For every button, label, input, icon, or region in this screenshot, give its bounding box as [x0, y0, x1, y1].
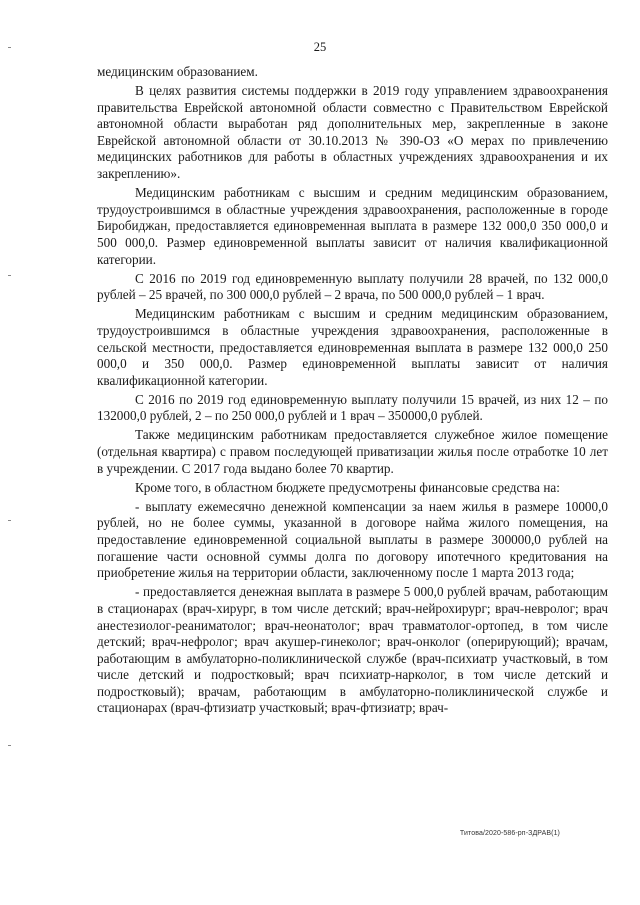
paragraph: - предоставляется денежная выплата в размере 5 000,0 рублей врачам, работающим в стационарах (врач-хирург, в том числе детский; врач-нейрохирург; врач-невролог; врач анестезиолог-реаниматолог; врач-неонатолог; врач травматолог-ортопед, в том числе детский; врач-нефролог; врач акушер-гинеколог; врач-онколог (оперирующий); врачам, работающим в амбулаторно-поликлинической службе (врач-психиатр участковый, в том числе детский и подростковый; врач психиатр-нарколог, в том числе детский и подростковый); врачам, работающим в амбулаторно-поликлинической службе и стационарах (врач-фтизиатр участковый; врач-фтизиатр; врач- [97, 584, 608, 716]
document-body [97, 64, 608, 717]
paragraph: В целях развития системы поддержки в 2019 году управлением здравоохранения правительства Еврейской автономной области совместно с Правительством Еврейской автономной области выработан ряд дополнительных мер, закрепленные в законе Еврейской автономной области от 30.10.2013 № 390-ОЗ «О мерах по привлечению медицинских работников для работы в областных учреждениях здравоохранения и их закреплению». [97, 83, 608, 182]
paragraph: Медицинским работникам с высшим и средним медицинским образованием, трудоустроившимся в областные учреждения здравоохранения, расположенные в городе Биробиджан, предоставляется единовременная выплата в размере 132 000,0 350 000,0 и 500 000,0. Размер единовременной выплаты зависит от наличия квалификационной категории. [97, 185, 608, 267]
document-reference-code: Титова/2020-586-рп-ЗДРАВ(1) [459, 830, 560, 837]
paragraph: Медицинским работникам с высшим и средним медицинским образованием, трудоустроившимся в областные учреждения здравоохранения, расположенные в сельской местности, предоставляется единовременная выплата в размере 132 000,0 250 000,0 и 350 000,0. Размер единовременной выплаты зависит от наличия квалификационной категории. [97, 306, 608, 388]
page-number: 25 [313, 40, 327, 54]
scan-margin-mark [8, 275, 11, 276]
scan-margin-mark [8, 745, 11, 746]
scan-margin-mark [8, 520, 11, 521]
paragraph: С 2016 по 2019 год единовременную выплату получили 28 врачей, по 132 000,0 рублей – 25 врачей, по 300 000,0 рублей – 2 врача, по 500 000,0 рублей – 1 врач. [97, 270, 608, 303]
paragraph: - выплату ежемесячно денежной компенсации за наем жилья в размере 10000,0 рублей, но не более суммы, указанной в договоре найма жилого помещения, на предоставление единовременной социальной выплаты в размере 300000,0 рублей на погашение части основной суммы долга по договору ипотечного кредитования на приобретение жилья на территории области, заключенному после 1 марта 2013 года; [97, 498, 608, 581]
paragraph: Кроме того, в областном бюджете предусмотрены финансовые средства на: [135, 479, 560, 495]
paragraph: Также медицинским работникам предоставляется служебное жилое помещение (отдельная квартира) с правом последующей приватизации жилья после отработке 10 лет в учреждении. С 2017 года выдано более 70 квартир. [97, 427, 608, 476]
paragraph: медицинским образованием. [97, 64, 258, 79]
paragraph: С 2016 по 2019 год единовременную выплату получили 15 врачей, из них 12 – по 132000,0 рублей, 2 – по 250 000,0 рублей и 1 врач – 350000,0 рублей. [97, 391, 608, 424]
